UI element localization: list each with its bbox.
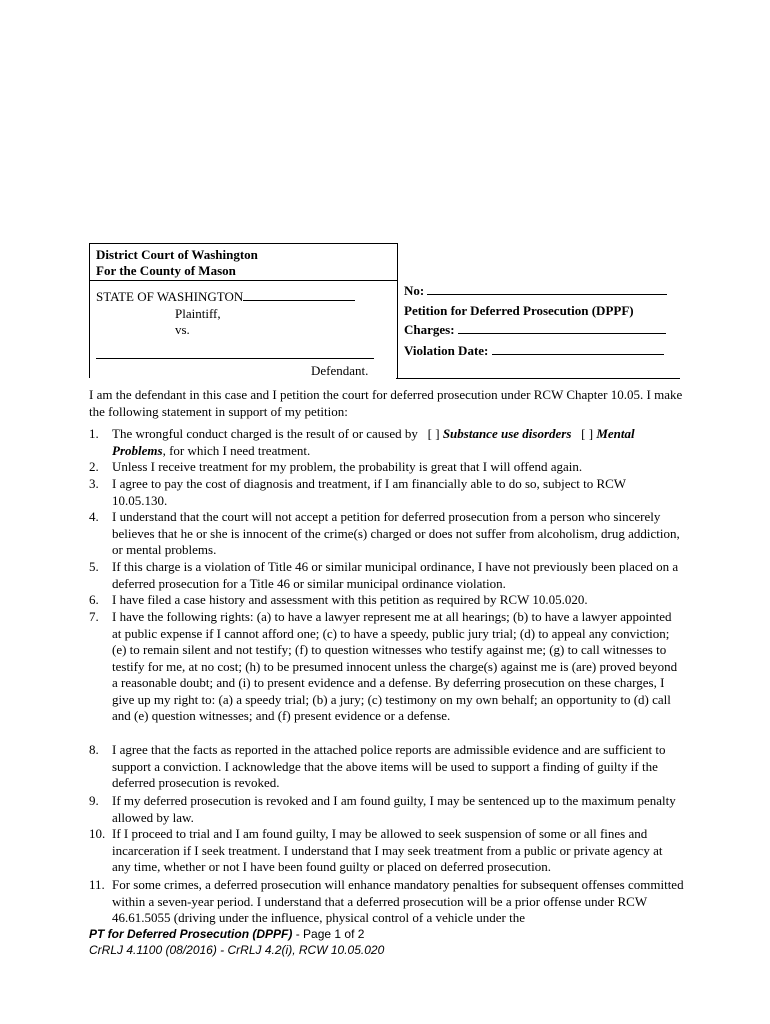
list-item: [89, 826, 684, 876]
item-text: If this charge is a violation of Title 46 or similar municipal ordinance, I have not previously been placed on a deferred prosecution for a Title 46 or similar municipal ordinance violation.: [112, 559, 679, 591]
list-item: [89, 609, 684, 725]
item-text: For some crimes, a deferred prosecution will enhance mandatory penalties for subsequent offenses committed within a seven-year period. I understand that a deferred prosecution will be a prior offense under RCW 46.61.5055 (driving under the influence, physical control of a vehicle under the: [112, 877, 684, 925]
list-item: [89, 509, 684, 559]
footer-form-title: [89, 927, 364, 942]
item-number: 10.: [89, 826, 106, 841]
list-item: [89, 592, 684, 609]
item-number: 5.: [89, 559, 99, 574]
list-item: [89, 793, 684, 826]
charges-field[interactable]: [404, 322, 666, 338]
list-item: [89, 476, 684, 509]
defendant-name-line[interactable]: [96, 358, 374, 359]
violation-date-label: Violation Date:: [404, 343, 489, 358]
intro-paragraph: I am the defendant in this case and I petition the court for deferred prosecution under RCW Chapter 10.05. I make the following statement in support of my petition:: [89, 387, 683, 419]
plaintiff-field[interactable]: [96, 289, 355, 305]
item-text: I agree to pay the cost of diagnosis and treatment, if I am financially able to do so, subject to RCW 10.05.130.: [112, 476, 626, 508]
court-name-line1: District Court of Washington: [96, 247, 258, 262]
item-number: 11.: [89, 877, 105, 892]
caption-bottom-rule: [396, 378, 680, 379]
item-number: 7.: [89, 609, 99, 624]
item-text: I have filed a case history and assessment with this petition as required by RCW 10.05.020.: [112, 592, 588, 607]
item-number: 6.: [89, 592, 99, 607]
item-text: If I proceed to trial and I am found guilty, I may be allowed to seek suspension of some or all fines and incarceration if I seek treatment. I understand that I may seek treatment from a public or private agency at any time, whether or not I have been found guilty or placed on deferred prosecution.: [112, 826, 663, 874]
item-number: 3.: [89, 476, 99, 491]
item-text: Unless I receive treatment for my problem, the probability is great that I will offend again.: [112, 459, 583, 474]
plaintiff-name: STATE OF WASHINGTON: [96, 289, 244, 304]
list-item: [89, 877, 684, 927]
item-text: I have the following rights: (a) to have a lawyer represent me at all hearings; (b) to have a lawyer appointed at public expense if I cannot afford one; (c) to have a speedy, public jury trial; (d) to appeal any conviction; (e) to remain silent and not testify; (f) to question witnesses who testify against me; (g) to call witnesses to testify for me, at no cost; (h) to be presumed innocent unless the charge(s) against me is (are) proved beyond a reasonable doubt; and (i) to present evidence and a defense. By deferring prosecution on these charges, I give up my right to: (a) a speedy trial; (b) a jury; (c) testimony on my own behalf; an opportunity to (d) call and (e) question witnesses; and (f) present evidence or a defense.: [112, 609, 678, 723]
vs-label: vs.: [175, 322, 190, 337]
mental-option-label: Mental Problems: [112, 426, 635, 458]
mental-checkbox[interactable]: [ ]: [581, 426, 594, 441]
list-item: [89, 742, 684, 792]
case-number-field[interactable]: [404, 283, 667, 299]
item-number: 1.: [89, 426, 99, 441]
court-name-line2: For the County of Mason: [96, 263, 236, 278]
substance-checkbox[interactable]: [ ]: [427, 426, 440, 441]
charges-label: Charges:: [404, 322, 455, 337]
violation-date-field[interactable]: [404, 343, 664, 359]
substance-option-label: Substance use disorders: [442, 426, 572, 441]
item-number: 9.: [89, 793, 99, 808]
item-text: The wrongful conduct charged is the result of or caused by: [112, 426, 418, 441]
caption-divider: [89, 280, 397, 281]
case-number-blank: [427, 283, 667, 295]
violation-date-blank: [492, 343, 664, 355]
document-title: Petition for Deferred Prosecution (DPPF): [404, 303, 634, 318]
item-number: 8.: [89, 742, 99, 757]
case-number-label: No:: [404, 283, 425, 298]
item-text-tail: , for which I need treatment.: [162, 442, 311, 458]
plaintiff-blank: [243, 289, 355, 301]
footer-rule-ref: CrRLJ 4.1100 (08/2016) - CrRLJ 4.2(i), RCW 10.05.020: [89, 943, 385, 957]
list-item: [89, 459, 684, 476]
list-item: [89, 426, 684, 459]
item-text: I understand that the court will not accept a petition for deferred prosecution from a person who sincerely believes that he or she is innocent of the crime(s) charged or does not suffer from alcoholism, drug addiction, or mental problems.: [112, 509, 680, 557]
list-item: [89, 559, 684, 592]
footer-title: PT for Deferred Prosecution (DPPF): [89, 927, 293, 941]
plaintiff-label: Plaintiff,: [175, 306, 221, 321]
item-text: If my deferred prosecution is revoked and I am found guilty, I may be sentenced up to the maximum penalty allowed by law.: [112, 793, 676, 825]
charges-blank: [458, 322, 666, 334]
item-text: I agree that the facts as reported in the attached police reports are admissible evidence and are sufficient to support a conviction. I acknowledge that the above items will be used to support a finding of guilty if the deferred prosecution is revoked.: [112, 742, 666, 790]
item-number: 2.: [89, 459, 99, 474]
item-number: 4.: [89, 509, 99, 524]
footer-page-info: - Page 1 of 2: [292, 927, 365, 941]
defendant-label: Defendant.: [311, 363, 369, 378]
